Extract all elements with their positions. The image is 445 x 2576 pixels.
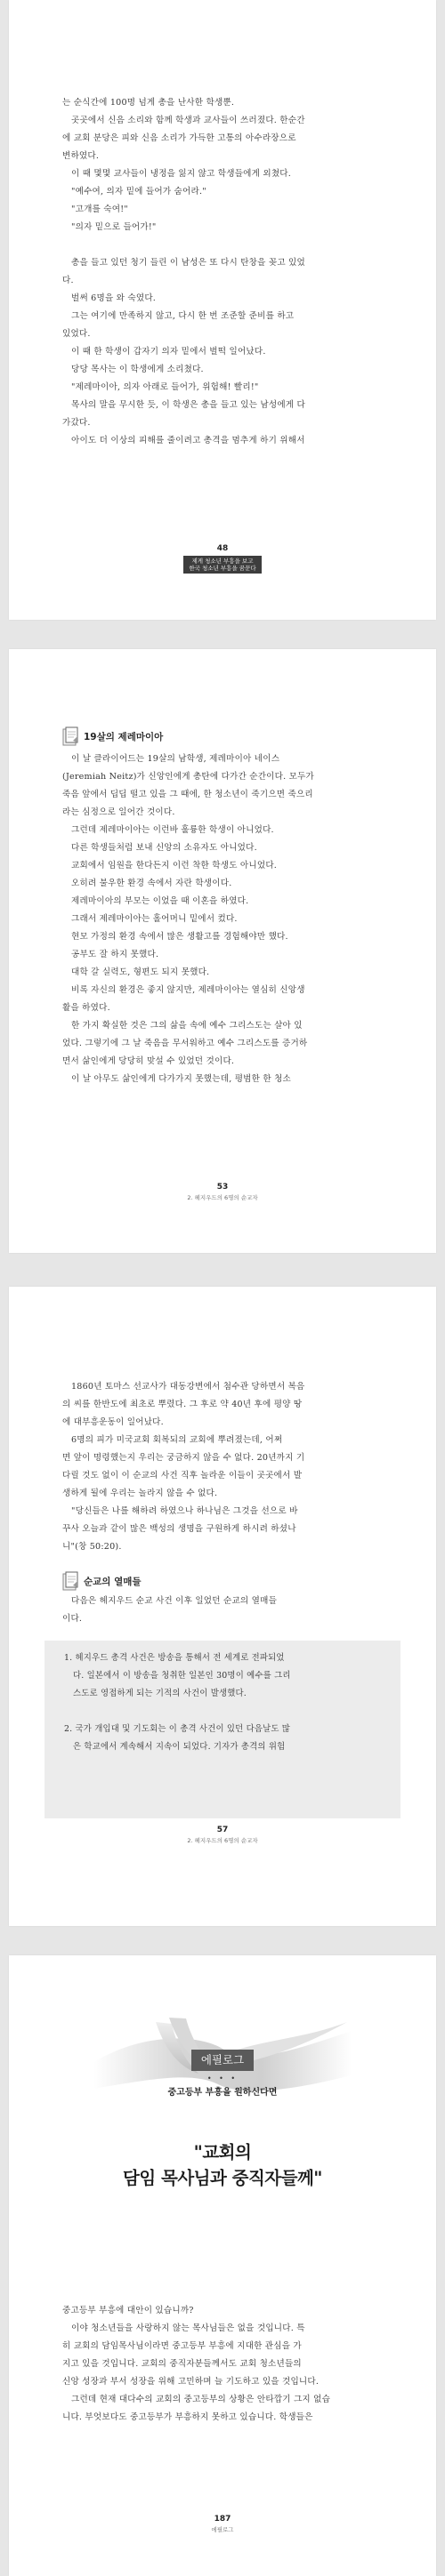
text-line: 스도로 영접하게 되는 기적의 사건이 발생했다. <box>73 1689 247 1698</box>
text-line: 활을 하였다. <box>62 1003 110 1013</box>
text-line: 그래서 제레마이아는 홀어머니 밑에서 컸다. <box>71 914 238 924</box>
text-line: 아이도 더 이상의 피해를 줄이려고 총격을 멈추게 하기 위해서 <box>71 436 305 445</box>
page-body-text <box>62 1378 384 1556</box>
text-line: "당신들은 나를 해하려 하였으나 하나님은 그것을 선으로 바 <box>71 1506 298 1516</box>
decorative-dots: • • • <box>206 2074 239 2082</box>
text-line: 다른 학생들처럼 보내 신앙의 소유자도 아니었다. <box>71 843 257 853</box>
text-line: 있었다. <box>62 329 91 339</box>
text-line: 2. 국가 개입대 및 기도회는 이 총격 사건이 있던 다음날도 많 <box>64 1724 291 1734</box>
page-footer <box>9 1826 436 1844</box>
text-line: 공부도 잘 하지 못했다. <box>71 950 159 959</box>
text-line: 니"(창 50:20). <box>62 1542 122 1552</box>
text-line: 의 씨를 한반도에 최초로 뿌렸다. 그 후로 약 40년 후에 평양 땅 <box>62 1400 303 1409</box>
section-heading <box>62 726 163 746</box>
text-line: 었다. 그렇기에 그 날 죽음을 무서워하고 예수 그리스도를 증거하 <box>62 1039 308 1048</box>
text-line: 다. 일본에서 이 방송을 청취한 일본인 30명이 예수를 그리 <box>73 1671 291 1681</box>
page-number: 187 <box>214 2515 231 2524</box>
numbered-list-box <box>44 1641 400 1818</box>
text-line: 비록 자신의 환경은 좋지 않지만, 제레마이아는 열심히 신앙생 <box>71 985 305 995</box>
text-line: 에 교회 분당은 피와 신음 소리가 가득한 고통의 아수라장으로 <box>62 133 296 143</box>
text-line: 6명의 피가 미국교회 회복되의 교회에 뿌려졌는데, 어쩌 <box>71 1435 283 1445</box>
book-icon <box>62 726 78 746</box>
text-line: 다릴 것도 없이 이 순교의 사건 직후 놀라운 이들이 곳곳에서 발 <box>62 1471 303 1481</box>
text-line: 1860년 토마스 선교사가 대동강변에서 첨수관 당하면서 복음 <box>71 1382 305 1392</box>
page-body-text <box>62 94 384 450</box>
text-line: 총을 들고 있던 청기 들린 이 남성은 또 다시 탄창을 꽂고 있었 <box>71 258 305 268</box>
text-line: 변하였다. <box>62 151 100 161</box>
page-body-text <box>62 1593 384 1628</box>
epilogue-label: 에필로그 <box>191 2050 254 2071</box>
text-line: 목사의 말을 무시한 듯, 이 학생은 총을 들고 있는 남성에게 다 <box>71 400 305 410</box>
text-line: (Jeremiah Neitz)가 신앙인에게 총탄에 다가간 순간이다. 모두가 <box>62 772 315 782</box>
epilogue-title-line: 담임 목사님과 중직자들께" <box>123 2168 322 2188</box>
running-title: 2. 헤지우드의 6명의 순교자 <box>187 1837 258 1844</box>
running-title-line: 한국 청소년 부흥을 꿈꾼다 <box>189 565 256 572</box>
page-footer <box>9 2515 436 2533</box>
page-number: 57 <box>216 1826 229 1834</box>
section-title: 19살의 제레마이아 <box>84 731 164 742</box>
text-line: 1. 헤지우드 총격 사건은 방송을 통해서 전 세계로 전파되었 <box>64 1653 285 1663</box>
text-line: 이다. <box>62 1614 83 1624</box>
text-line: 에 대부흥운동이 일어났다. <box>62 1417 164 1427</box>
text-line: "고개를 숙여!" <box>71 205 128 214</box>
section-title: 순교의 열매들 <box>84 1576 142 1587</box>
text-line: 지고 있을 것입니다. 교회의 중직자분들께서도 교회 청소년들의 <box>62 2359 302 2369</box>
text-line: 생하게 될에 우리는 놀라지 않을 수 없다. <box>62 1489 218 1498</box>
paragraph-gap <box>62 237 384 254</box>
text-line: 니다. 부엇보다도 중고등부가 부흥하지 못하고 있습니다. 학생들은 <box>62 2412 313 2422</box>
section-heading <box>62 1571 142 1591</box>
text-line: 는 순식간에 100명 넘게 총을 난사한 학생뿐. <box>62 98 235 108</box>
text-line: 벌써 6명을 와 숙였다. <box>71 293 157 303</box>
running-title: 에필로그 <box>211 2526 234 2533</box>
text-line: 꾸사 오늘과 같이 많은 백성의 생명을 구원하게 하시려 하셨나 <box>62 1524 296 1534</box>
text-line: 교회에서 임원을 한다든지 이런 착한 학생도 아니었다. <box>71 861 278 871</box>
text-line: 그런데 현재 대다수의 교회의 중고등부의 상황은 안타깝기 그지 없습 <box>71 2395 331 2404</box>
running-title: 2. 헤지우드의 6명의 순교자 <box>187 1194 258 1201</box>
text-line: 면서 삶인에게 당당히 맞설 수 있었던 것이다. <box>62 1056 235 1066</box>
text-line: 히 교회의 담임목사님이라면 중고등부 부흥에 지대한 관심을 가 <box>62 2341 302 2351</box>
text-line: 신앙 성장과 부서 성장을 위해 고민하며 늘 기도하고 있을 것입니다. <box>62 2377 320 2387</box>
epilogue-title-line: "교회의 <box>193 2142 252 2163</box>
text-line: 그는 여기에 만족하지 않고, 다시 한 번 조준할 준비를 하고 <box>71 311 295 321</box>
text-line: 한 가지 확실한 것은 그의 삶을 속에 예수 그리스도는 살아 있 <box>71 1021 303 1031</box>
text-line: 이야 청소년들을 사랑하지 않는 목사님들은 없을 것입니다. 특 <box>71 2323 305 2333</box>
text-line: 다음은 헤지우드 순교 사건 이후 일었던 순교의 열매들 <box>71 1596 278 1606</box>
epilogue-title <box>9 2139 436 2191</box>
text-line: 대학 갈 실력도, 형편도 되지 못했다. <box>71 967 210 977</box>
text-line: 가갔다. <box>62 418 91 428</box>
text-line: 라는 심정으로 일어간 것이다. <box>62 807 175 817</box>
paragraph-gap <box>64 1703 383 1721</box>
text-line: 오히려 불우한 환경 속에서 자란 학생이다. <box>71 879 232 888</box>
text-line: 그런데 제레마이아는 이런바 훌륭한 학생이 아니었다. <box>71 825 274 835</box>
text-line: "의자 밑으로 들어가!" <box>71 222 157 232</box>
text-line: 면 앞이 명령했는지 우리는 궁금하지 않을 수 없다. 20년까지 기 <box>62 1453 305 1463</box>
page-number: 53 <box>216 1183 229 1192</box>
text-line: 곳곳에서 신음 소리와 함께 학생과 교사들이 쓰러졌다. 한순간 <box>71 116 305 125</box>
book-page-187 <box>9 1955 436 2576</box>
page-footer <box>9 544 436 574</box>
text-line: 다. <box>62 276 74 285</box>
page-body-text <box>62 2302 384 2427</box>
page-footer <box>9 1183 436 1201</box>
running-title-box <box>183 556 261 574</box>
text-line: 이 날 아무도 삶인에게 다가가지 못했는데, 평범한 한 청소 <box>71 1074 291 1084</box>
text-line: 이 날 클라이어드는 19살의 남학생, 제레마이아 네이스 <box>71 754 280 764</box>
text-line: 당당 목사는 이 학생에게 소리쳤다. <box>71 365 204 374</box>
running-title-line: 제게 청소년 부흥을 보고 <box>191 558 254 565</box>
text-line: 제레마이아의 부모는 이었을 때 이혼을 하였다. <box>71 896 249 906</box>
book-icon <box>62 1571 78 1591</box>
text-line: "제레마이아, 의자 아래로 들어가, 위험해! 빨리!" <box>71 382 259 392</box>
text-line: 현모 가정의 환경 속에서 많은 생활고를 경험해야만 했다. <box>71 932 288 942</box>
text-line: 은 학교에서 계속해서 지속이 되었다. 기자가 총격의 위험 <box>73 1742 286 1752</box>
book-page-53 <box>9 649 436 1253</box>
epilogue-subtitle: 중고등부 부흥을 원하신다면 <box>167 2088 278 2098</box>
page-body-text <box>62 750 384 1088</box>
text-line: 죽음 앞에서 딥딥 떨고 있을 그 때에, 한 청소년이 죽기으면 죽으리 <box>62 790 313 799</box>
page-number: 48 <box>216 544 229 553</box>
text-line: "예수여, 의자 밑에 들어가 숨어라." <box>71 187 206 197</box>
text-line: 중고등부 부흥에 대안이 있습니까? <box>62 2306 194 2315</box>
text-line: 이 때 한 학생이 갑자기 의자 밑에서 벌떡 일어났다. <box>71 347 266 357</box>
book-page-57 <box>9 1287 436 1926</box>
book-page-48 <box>9 0 436 620</box>
text-line: 이 때 몇몇 교사들이 냉정을 잃지 않고 학생들에게 외쳤다. <box>71 169 291 179</box>
